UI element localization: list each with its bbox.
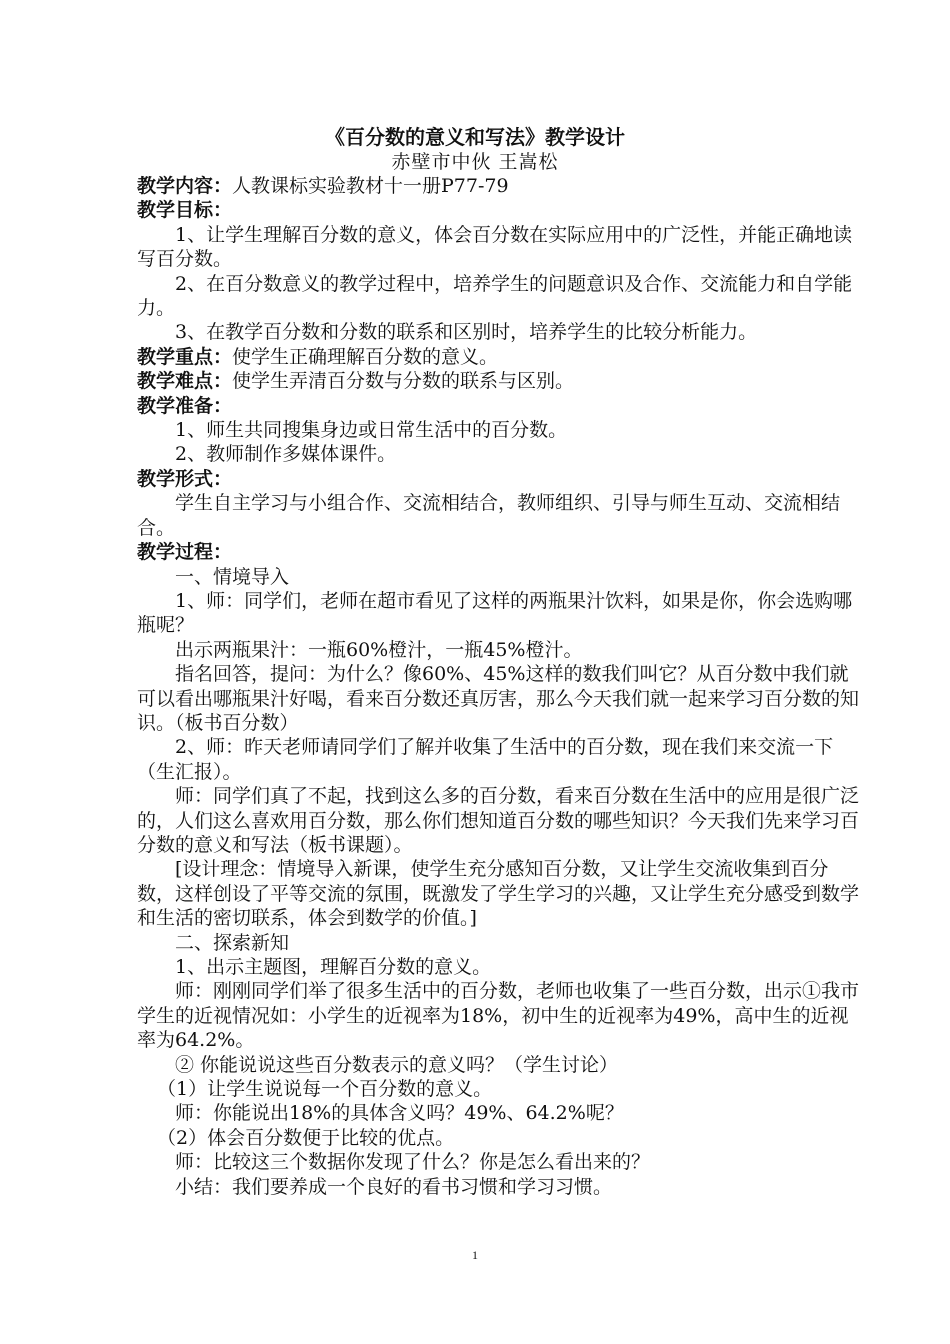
goal-3: 3、在教学百分数和分数的联系和区别时，培养学生的比较分析能力。 bbox=[175, 321, 758, 344]
section-1-heading: 一、情境导入 bbox=[175, 565, 290, 588]
goals-label: 教学目标： bbox=[137, 199, 233, 222]
content-row bbox=[137, 174, 861, 198]
section-2-paragraph: 师：刚刚同学们举了很多生活中的百分数，老师也收集了一些百分数，出示①我市学生的近视情况如：小学生的近视率为18%，初中生的近视率为49%，高中生的近视率为64.2%。 bbox=[137, 980, 860, 1052]
form-label: 教学形式： bbox=[137, 467, 233, 490]
key-label: 教学重点： bbox=[137, 345, 233, 368]
goal-1: 1、让学生理解百分数的意义，体会百分数在实际应用中的广泛性，并能正确地读写百分数。 bbox=[137, 223, 853, 271]
section-2-paragraph: 师：比较这三个数据你发现了什么？你是怎么看出来的？ bbox=[175, 1151, 651, 1174]
goal-2: 2、在百分数意义的教学过程中，培养学生的问题意识及合作、交流能力和自学能力。 bbox=[137, 272, 853, 320]
form-text: 学生自主学习与小组合作、交流相结合，教师组织、引导与师生互动、交流相结合。 bbox=[137, 492, 841, 539]
difficulty-label: 教学难点： bbox=[137, 370, 233, 393]
section-1-paragraph: 指名回答，提问：为什么？像60%、45%这样的数我们叫它？从百分数中我们就可以看出哪瓶果汁好喝，看来百分数还真厉害，那么今天我们就一起来学习百分数的知识。（板书百分数） bbox=[137, 663, 860, 734]
section-1-paragraph: 师：同学们真了不起，找到这么多的百分数，看来百分数在生活中的应用是很广泛的，人们这么喜欢用百分数，那么你们想知道百分数的哪些知识？今天我们先来学习百分数的意义和写法（板书课题）。 bbox=[137, 785, 860, 856]
section-2-paragraph: ② 你能说说这些百分数表示的意义吗？（学生讨论） bbox=[175, 1053, 619, 1076]
author-line: 赤壁市中伙 王嵩松 bbox=[391, 151, 559, 173]
prep-label: 教学准备： bbox=[137, 394, 233, 417]
key-row bbox=[137, 345, 861, 369]
section-2-heading: 二、探索新知 bbox=[175, 931, 290, 954]
section-2-paragraph: （1）让学生说说每一个百分数的意义。 bbox=[157, 1078, 493, 1101]
section-2-paragraph: 1、出示主题图，理解百分数的意义。 bbox=[175, 956, 492, 978]
section-1-paragraph: 出示两瓶果汁：一瓶60%橙汁，一瓶45%橙汁。 bbox=[175, 638, 583, 661]
difficulty-text: 使学生弄清百分数与分数的联系与区别。 bbox=[232, 370, 575, 393]
design-note: [设计理念：情境导入新课，使学生充分感知百分数，又让学生交流收集到百分数，这样创设了平等交流的氛围，既激发了学生学习的兴趣，又让学生充分感受到数学和生活的密切联系，体会到数学的价值。] bbox=[137, 858, 860, 930]
difficulty-row bbox=[137, 369, 861, 393]
key-text: 使学生正确理解百分数的意义。 bbox=[232, 345, 499, 368]
page-number: 1 bbox=[472, 1248, 478, 1262]
section-1-paragraph: 1、师：同学们，老师在超市看见了这样的两瓶果汁饮料，如果是你，你会选购哪瓶呢？ bbox=[137, 589, 853, 637]
document-body bbox=[137, 174, 861, 1199]
section-2-paragraph: 小结：我们要养成一个良好的看书习惯和学习习惯。 bbox=[175, 1175, 613, 1198]
prep-2: 2、教师制作多媒体课件。 bbox=[175, 443, 397, 466]
section-2-paragraph: （2）体会百分数便于比较的优点。 bbox=[157, 1126, 455, 1149]
prep-1: 1、师生共同搜集身边或日常生活中的百分数。 bbox=[175, 419, 568, 442]
process-label: 教学过程： bbox=[137, 541, 233, 564]
section-2-paragraph: 师：你能说出18%的具体含义吗？49%、64.2%呢？ bbox=[175, 1102, 624, 1125]
content-label: 教学内容： bbox=[137, 175, 233, 197]
section-1-paragraph: 2、师：昨天老师请同学们了解并收集了生活中的百分数，现在我们来交流一下（生汇报）。 bbox=[137, 736, 834, 783]
document-title: 《百分数的意义和写法》教学设计 bbox=[325, 125, 625, 149]
content-text: 人教课标实验教材十一册P77-79 bbox=[232, 175, 509, 197]
